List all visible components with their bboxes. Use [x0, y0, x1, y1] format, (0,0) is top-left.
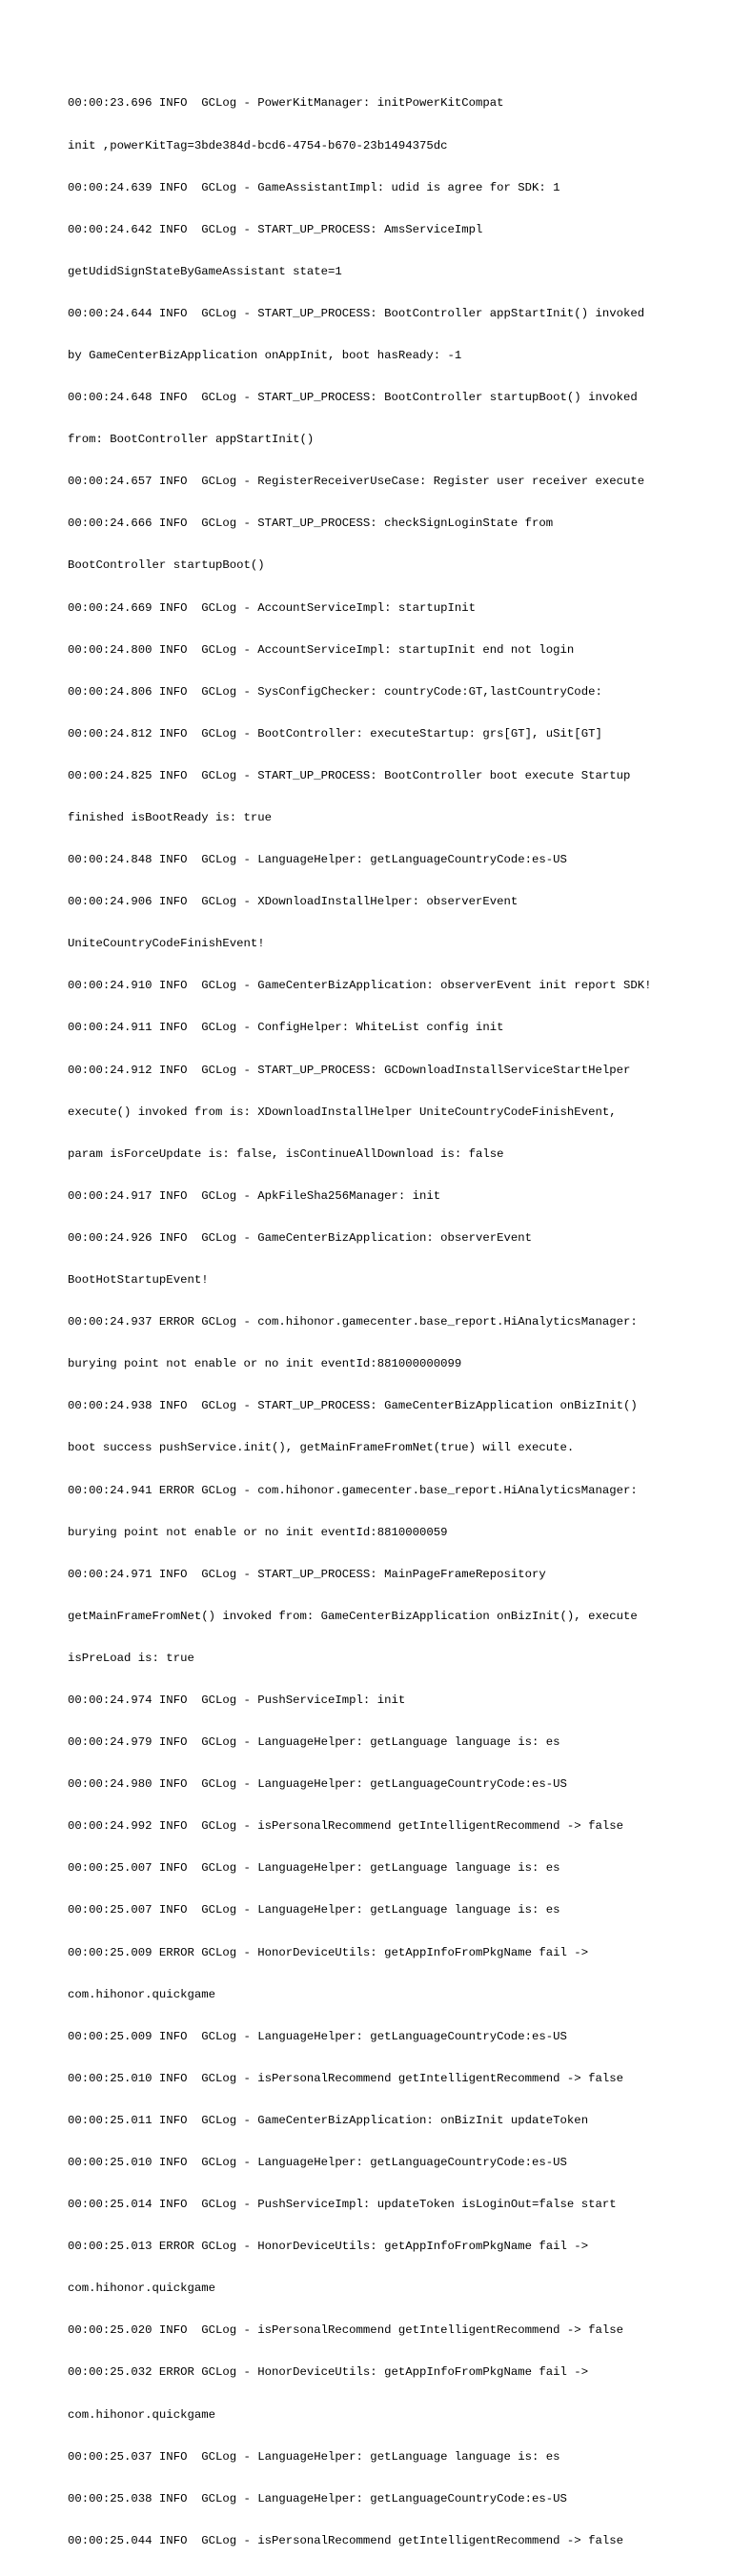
log-line: getMainFrameFromNet() invoked from: GameCenterBizApplication onBizInit(), execute: [68, 1609, 638, 1623]
log-line: 00:00:24.992 INFO GCLog - isPersonalRecommend getIntelligentRecommend -> false: [68, 1819, 623, 1834]
log-line: 00:00:25.044 INFO GCLog - isPersonalRecommend getIntelligentRecommend -> false: [68, 2533, 623, 2547]
log-line: 00:00:24.941 ERROR GCLog - com.hihonor.gamecenter.base_report.HiAnalyticsManager:: [68, 1483, 638, 1497]
log-line: com.hihonor.quickgame: [68, 1987, 215, 2001]
log-line: 00:00:24.912 INFO GCLog - START_UP_PROCESS: GCDownloadInstallServiceStartHelper: [68, 1063, 631, 1077]
log-line: 00:00:25.009 INFO GCLog - LanguageHelper: getLanguageCountryCode:es-US: [68, 2029, 567, 2043]
log-line: from: BootController appStartInit(): [68, 433, 315, 447]
log-line: 00:00:25.007 INFO GCLog - LanguageHelper: getLanguage language is: es: [68, 1861, 560, 1876]
log-line: 00:00:24.980 INFO GCLog - LanguageHelper: getLanguageCountryCode:es-US: [68, 1777, 567, 1792]
log-line: 00:00:25.010 INFO GCLog - isPersonalRecommend getIntelligentRecommend -> false: [68, 2071, 623, 2085]
log-line: 00:00:25.011 INFO GCLog - GameCenterBizApplication: onBizInit updateToken: [68, 2113, 589, 2127]
log-line: com.hihonor.quickgame: [68, 2282, 215, 2296]
log-line: BootController startupBoot(): [68, 558, 265, 573]
log-line: 00:00:24.648 INFO GCLog - START_UP_PROCESS: BootController startupBoot() invoked: [68, 391, 638, 405]
log-line: 00:00:25.037 INFO GCLog - LanguageHelper: getLanguage language is: es: [68, 2449, 560, 2464]
log-line: 00:00:24.971 INFO GCLog - START_UP_PROCESS: MainPageFrameRepository: [68, 1567, 546, 1581]
log-line: 00:00:25.010 INFO GCLog - LanguageHelper: getLanguageCountryCode:es-US: [68, 2156, 567, 2169]
log-line: 00:00:25.020 INFO GCLog - isPersonalRecommend getIntelligentRecommend -> false: [68, 2323, 623, 2338]
log-line: 00:00:24.937 ERROR GCLog - com.hihonor.gamecenter.base_report.HiAnalyticsManager:: [68, 1315, 638, 1329]
log-line: 00:00:24.911 INFO GCLog - ConfigHelper: WhiteList config init: [68, 1021, 504, 1035]
log-line: 00:00:24.926 INFO GCLog - GameCenterBizApplication: observerEvent: [68, 1230, 533, 1245]
log-line: BootHotStartupEvent!: [68, 1273, 209, 1288]
log-line: 00:00:24.642 INFO GCLog - START_UP_PROCESS: AmsServiceImpl: [68, 222, 483, 236]
log-line: UniteCountryCodeFinishEvent!: [68, 937, 265, 951]
log-line: 00:00:25.014 INFO GCLog - PushServiceImpl: updateToken isLoginOut=false start: [68, 2198, 617, 2212]
log-line: com.hihonor.quickgame: [68, 2407, 215, 2422]
log-line: 00:00:25.038 INFO GCLog - LanguageHelper: getLanguageCountryCode:es-US: [68, 2491, 567, 2505]
log-line: 00:00:25.032 ERROR GCLog - HonorDeviceUtils: getAppInfoFromPkgName fail ->: [68, 2365, 589, 2380]
log-line: 00:00:24.639 INFO GCLog - GameAssistantImpl: udid is agree for SDK: 1: [68, 180, 560, 194]
log-line: 00:00:24.800 INFO GCLog - AccountServiceImpl: startupInit end not login: [68, 642, 575, 657]
log-line: 00:00:24.917 INFO GCLog - ApkFileSha256Manager: init: [68, 1188, 441, 1203]
log-line: execute() invoked from is: XDownloadInstallHelper UniteCountryCodeFinishEvent,: [68, 1105, 617, 1119]
log-line: burying point not enable or no init eventId:8810000059: [68, 1525, 448, 1539]
log-line: 00:00:24.657 INFO GCLog - RegisterReceiverUseCase: Register user receiver execute: [68, 475, 645, 489]
log-line: 00:00:24.910 INFO GCLog - GameCenterBizApplication: observerEvent init report SDK!: [68, 979, 652, 993]
log-line: 00:00:24.666 INFO GCLog - START_UP_PROCESS: checkSignLoginState from: [68, 517, 554, 531]
log-line: 00:00:24.979 INFO GCLog - LanguageHelper: getLanguage language is: es: [68, 1735, 560, 1750]
log-line: 00:00:24.644 INFO GCLog - START_UP_PROCESS: BootController appStartInit() invoked: [68, 306, 645, 320]
log-line: 00:00:25.009 ERROR GCLog - HonorDeviceUtils: getAppInfoFromPkgName fail ->: [68, 1945, 589, 1959]
log-line: 00:00:24.906 INFO GCLog - XDownloadInstallHelper: observerEvent: [68, 895, 518, 909]
log-line: 00:00:25.013 ERROR GCLog - HonorDeviceUtils: getAppInfoFromPkgName fail ->: [68, 2240, 589, 2254]
log-line: burying point not enable or no init eventId:881000000099: [68, 1357, 462, 1371]
log-line: by GameCenterBizApplication onAppInit, boot hasReady: -1: [68, 348, 462, 362]
log-line: init ,powerKitTag=3bde384d-bcd6-4754-b670-23b1494375dc: [68, 138, 448, 152]
log-line: 00:00:24.974 INFO GCLog - PushServiceImpl: init: [68, 1693, 406, 1707]
log-line: 00:00:24.669 INFO GCLog - AccountServiceImpl: startupInit: [68, 600, 477, 615]
log-line: boot success pushService.init(), getMainFrameFromNet(true) will execute.: [68, 1441, 575, 1455]
log-line: 00:00:24.825 INFO GCLog - START_UP_PROCESS: BootController boot execute Startup: [68, 768, 631, 782]
log-line: finished isBootReady is: true: [68, 811, 273, 824]
log-line: 00:00:24.806 INFO GCLog - SysConfigChecker: countryCode:GT,lastCountryCode:: [68, 684, 602, 699]
log-line: isPreLoad is: true: [68, 1651, 194, 1665]
log-text: [68, 69, 678, 2576]
log-line: getUdidSignStateByGameAssistant state=1: [68, 264, 342, 278]
log-line: 00:00:23.696 INFO GCLog - PowerKitManager: initPowerKitCompat: [68, 96, 504, 111]
log-line: 00:00:24.812 INFO GCLog - BootController: executeStartup: grs[GT], uSit[GT]: [68, 726, 602, 740]
log-line: 00:00:24.938 INFO GCLog - START_UP_PROCESS: GameCenterBizApplication onBizInit(): [68, 1399, 638, 1413]
log-line: 00:00:25.007 INFO GCLog - LanguageHelper: getLanguage language is: es: [68, 1903, 560, 1917]
log-line: 00:00:24.848 INFO GCLog - LanguageHelper: getLanguageCountryCode:es-US: [68, 853, 567, 867]
log-line: param isForceUpdate is: false, isContinueAllDownload is: false: [68, 1146, 504, 1161]
